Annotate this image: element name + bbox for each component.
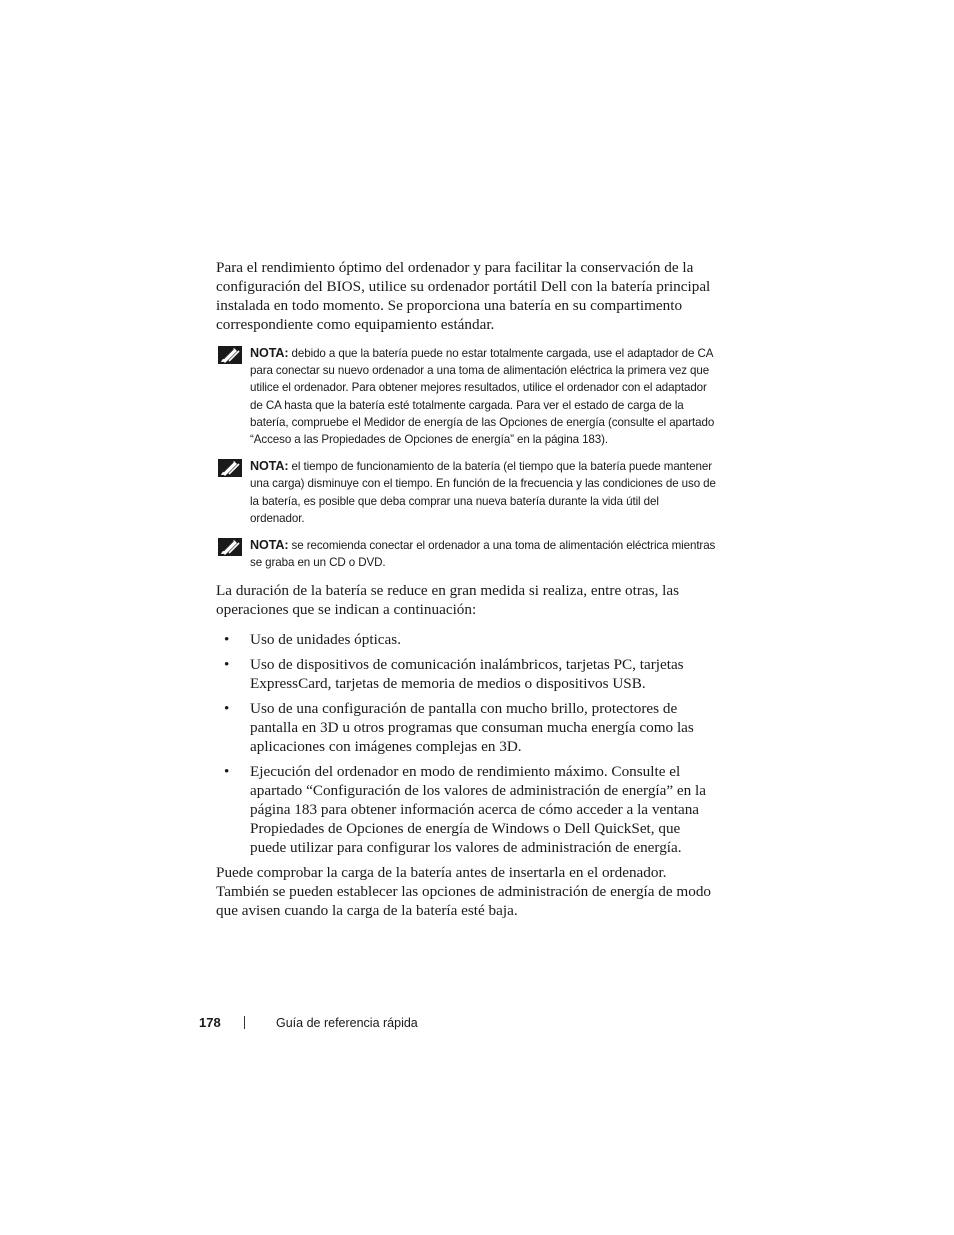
bullet-marker: • bbox=[224, 631, 230, 649]
note-text: debido a que la batería puede no estar totalmente cargada, use el adaptador de CA para conectar su nuevo ordenador a una toma de alimentación eléctrica la primera vez que utilice el ordenador. Para obtener mejores resultados, utilice el ordenador con el adaptador de CA hasta que la batería esté totalmente cargada. Para ver el estado de carga de la batería, compruebe el Medidor de energía de las Opciones de energía (consulte el apartado “Acceso a las Propiedades de Opciones de energía” en la página 183). bbox=[250, 347, 715, 447]
reduction-intro: La duración de la batería se reduce en gran medida si realiza, entre otras, las operaciones que se indican a continuación: bbox=[216, 582, 679, 619]
list-item bbox=[216, 762, 716, 857]
bullet-marker: • bbox=[224, 763, 230, 781]
footer-title: Guía de referencia rápida bbox=[276, 1015, 418, 1030]
page-content bbox=[216, 258, 716, 931]
closing-paragraph: Puede comprobar la carga de la batería antes de insertarla en el ordenador. También se pueden establecer las opciones de administración de energía de modo que avisen cuando la carga de la batería esté baja. bbox=[216, 864, 712, 920]
bullet-marker: • bbox=[224, 700, 230, 718]
note-text: el tiempo de funcionamiento de la batería (el tiempo que la batería puede mantener una carga) disminuye con el tiempo. En función de la frecuencia y las condiciones de uso de la batería, es posible que deba comprar una nueva batería durante la vida útil del ordenador. bbox=[250, 460, 716, 525]
note-2 bbox=[216, 458, 716, 527]
note-pencil-icon bbox=[218, 538, 242, 556]
list-item-text: Ejecución del ordenador en modo de rendimiento máximo. Consulte el apartado “Configuración de los valores de administración de energía” en la página 183 para obtener información acerca de cómo acceder a la ventana Propiedades de Opciones de energía de Windows o Dell QuickSet, que puede utilizar para configurar los valores de administración de energía. bbox=[250, 763, 707, 857]
list-item bbox=[216, 699, 716, 756]
page-footer bbox=[199, 1015, 418, 1030]
page-number: 178 bbox=[199, 1015, 221, 1030]
note-label: NOTA: bbox=[250, 346, 289, 360]
bullet-marker: • bbox=[224, 656, 230, 674]
note-label: NOTA: bbox=[250, 459, 289, 474]
note-label: NOTA: bbox=[250, 538, 289, 553]
note-pencil-icon bbox=[218, 459, 242, 477]
list-item-text: Uso de una configuración de pantalla con mucho brillo, protectores de pantalla en 3D u otros programas que consuman mucha energía como las aplicaciones con imágenes complejas en 3D. bbox=[250, 700, 694, 756]
footer-divider bbox=[244, 1016, 245, 1029]
note-pencil-icon bbox=[218, 346, 242, 364]
note-3 bbox=[216, 537, 716, 571]
note-text: se recomienda conectar el ordenador a una toma de alimentación eléctrica mientras se graba en un CD o DVD. bbox=[250, 539, 716, 570]
list-item-text: Uso de unidades ópticas. bbox=[250, 631, 401, 649]
list-item-text: Uso de dispositivos de comunicación inalámbricos, tarjetas PC, tarjetas ExpressCard, tarjetas de memoria de medios o dispositivos USB. bbox=[250, 656, 684, 693]
intro-paragraph: Para el rendimiento óptimo del ordenador y para facilitar la conservación de la configuración del BIOS, utilice su ordenador portátil Dell con la batería principal instalada en todo momento. Se proporciona una batería en su compartimento correspondiente como equipamiento estándar. bbox=[216, 259, 711, 333]
list-item bbox=[216, 655, 716, 693]
note-1 bbox=[216, 345, 716, 448]
list-item bbox=[216, 630, 716, 649]
usage-list bbox=[216, 630, 716, 857]
